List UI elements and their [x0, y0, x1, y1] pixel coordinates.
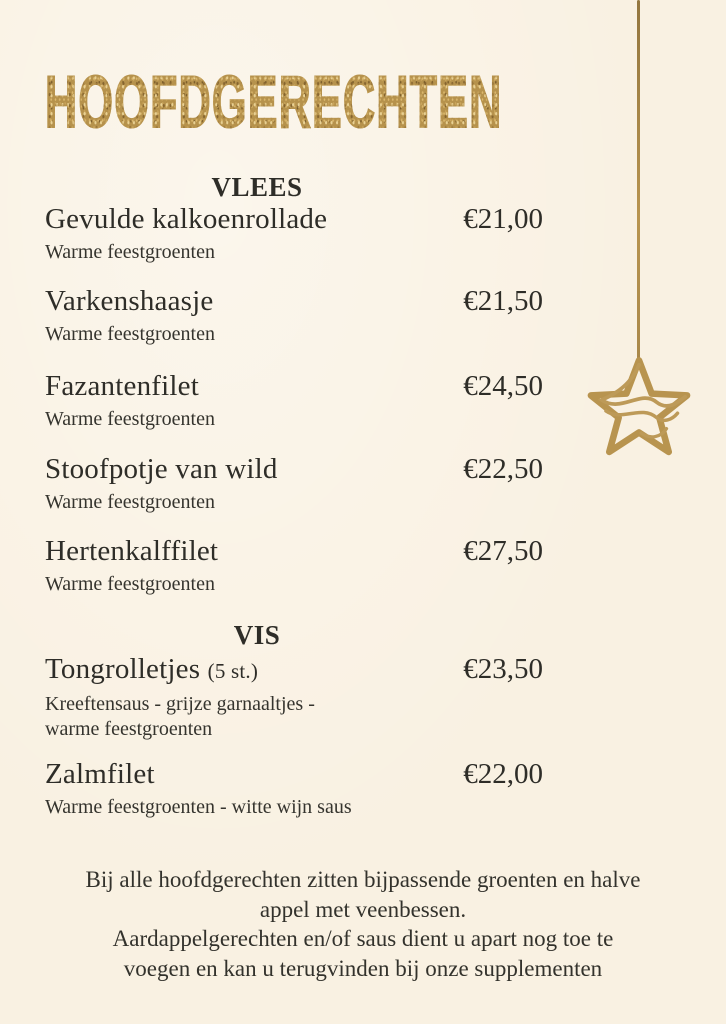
section-header-vlees: VLEES	[211, 172, 303, 202]
item-name	[45, 652, 258, 688]
menu-item-varkenshaasje	[45, 284, 543, 347]
item-name: Stoofpotje van wild	[45, 453, 278, 485]
item-name: Fazantenfilet	[45, 370, 199, 402]
item-name: Zalmfilet	[45, 758, 155, 790]
item-price: €27,50	[463, 535, 543, 567]
item-desc: warme feestgroenten	[45, 718, 213, 740]
menu-item-fazantenfilet	[45, 369, 543, 432]
hanging-string	[637, 0, 640, 362]
menu-item-hertenkalffilet	[45, 534, 543, 597]
footer-note	[0, 865, 726, 983]
item-price: €24,50	[463, 370, 543, 402]
section-header-vis: VIS	[233, 620, 281, 650]
footer-line: voegen en kan u terugvinden bij onze supplementen	[123, 955, 603, 981]
item-name-text: Tongrolletjes	[45, 653, 201, 685]
item-price: €21,00	[463, 203, 543, 235]
menu-item-stoofpotje-van-wild	[45, 452, 543, 515]
item-name: Varkenshaasje	[45, 285, 214, 317]
page-title-text: HOOFDGERECHTEN	[45, 62, 503, 143]
item-desc: Warme feestgroenten	[45, 408, 215, 430]
menu-item-zalmfilet	[45, 757, 543, 820]
item-desc: Warme feestgroenten	[45, 323, 215, 345]
footer-line: appel met veenbessen.	[259, 896, 467, 922]
item-portion: (5 st.)	[207, 659, 259, 683]
page-title	[45, 62, 726, 143]
footer-line: Bij alle hoofdgerechten zitten bijpassende groenten en halve	[85, 867, 641, 892]
item-desc: Warme feestgroenten	[45, 491, 215, 513]
item-price: €23,50	[463, 653, 543, 685]
star-ornament-icon	[584, 356, 694, 466]
footer-line: Aardappelgerechten en/of saus dient u apart nog toe te	[112, 926, 614, 951]
menu-item-tongrolletjes	[45, 652, 543, 742]
item-name: Gevulde kalkoenrollade	[45, 203, 328, 235]
menu-item-gevulde-kalkoenrollade	[45, 202, 543, 265]
item-desc: Warme feestgroenten - witte wijn saus	[45, 796, 352, 818]
item-price: €22,00	[463, 758, 543, 790]
item-name: Hertenkalffilet	[45, 535, 219, 567]
item-desc: Warme feestgroenten	[45, 241, 215, 263]
item-price: €22,50	[463, 453, 543, 485]
item-desc: Kreeftensaus - grijze garnaaltjes -	[45, 693, 315, 715]
item-price: €21,50	[463, 285, 543, 317]
item-desc: Warme feestgroenten	[45, 573, 215, 595]
